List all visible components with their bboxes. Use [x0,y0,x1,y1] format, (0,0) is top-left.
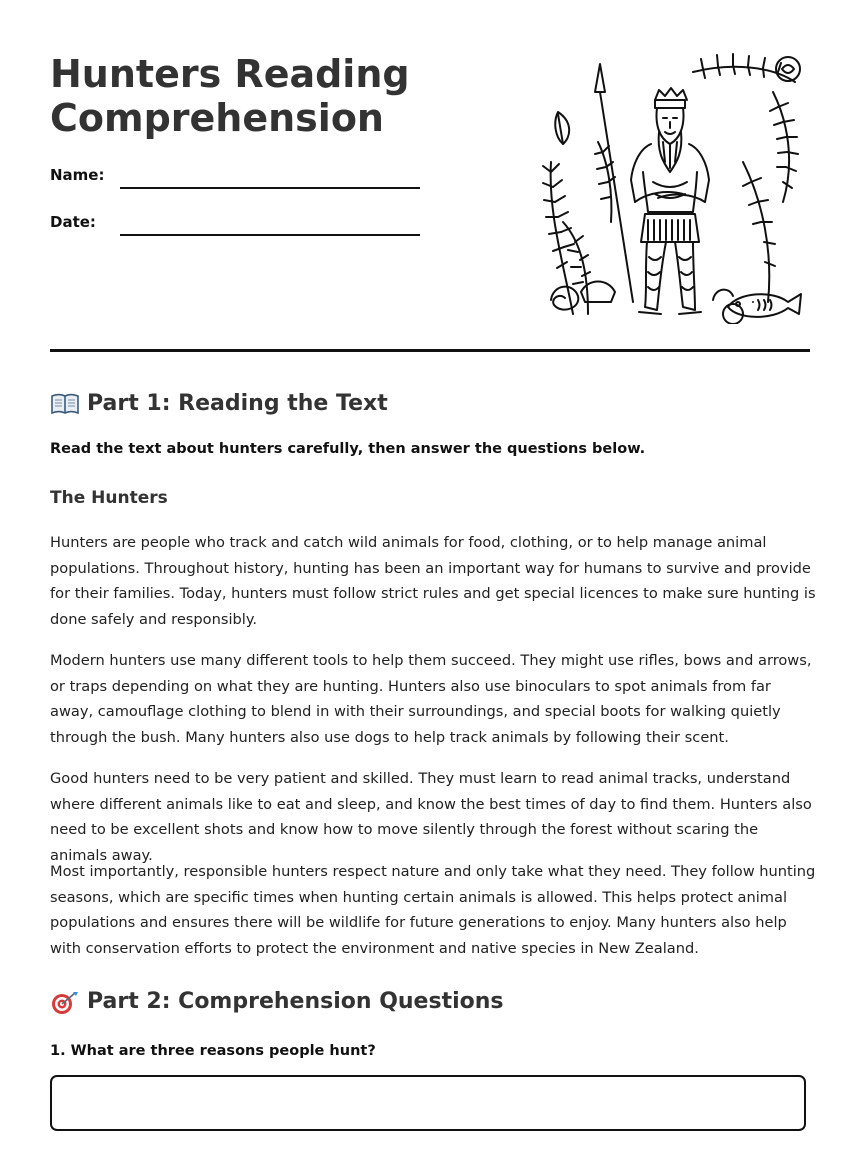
name-label: Name: [50,166,105,184]
date-label: Date: [50,213,96,231]
open-book-icon [50,392,80,416]
part2-heading-text: Part 2: Comprehension Questions [87,989,504,1014]
date-field-line[interactable] [120,234,420,236]
hunter-warrior-illustration [533,52,810,324]
title-line-2: Comprehension [50,96,384,140]
part2-heading [50,988,504,1016]
question-1-label: 1. What are three reasons people hunt? [50,1043,376,1059]
name-field-line[interactable] [120,187,420,189]
header-divider [50,349,810,352]
instructions: Read the text about hunters carefully, then answer the questions below. [50,441,646,457]
part1-heading-text: Part 1: Reading the Text [87,391,388,416]
page-title [50,52,490,140]
target-dart-icon [50,990,80,1014]
passage-title: The Hunters [50,488,168,508]
passage-paragraph-1: Hunters are people who track and catch wild animals for food, clothing, or to help manage animal populations. Throughout history, hunting has been an important way for humans to survive and provide for their families. Today, hunters must follow strict rules and get special licences to make sure hunting is done safely and responsibly. [50,534,816,628]
question-1-answer-box[interactable] [50,1075,806,1131]
passage-paragraph-2: Modern hunters use many different tools to help them succeed. They might use rifles, bows and arrows, or traps depending on what they are hunting. Hunters also use binoculars to spot animals from far away, camouflage clothing to blend in with their surroundings, and special boots for walking quietly through the bush. Many hunters also use dogs to help track animals by following their scent. [50,652,812,746]
passage-paragraph-3: Good hunters need to be very patient and skilled. They must learn to read animal tracks, understand where different animals like to eat and sleep, and know the best times of day to find them. Hunters also need to be excellent shots and know how to move silently through the forest without scaring the animals away. [50,770,812,864]
part1-heading [50,390,388,418]
title-line-1: Hunters Reading [50,52,410,96]
passage-paragraph-4: Most importantly, responsible hunters respect nature and only take what they need. They follow hunting seasons, which are specific times when hunting certain animals is allowed. This helps protect animal populations and ensures there will be wildlife for future generations to enjoy. Many hunters also help with conservation efforts to protect the environment and native species in New Zealand. [50,863,816,957]
